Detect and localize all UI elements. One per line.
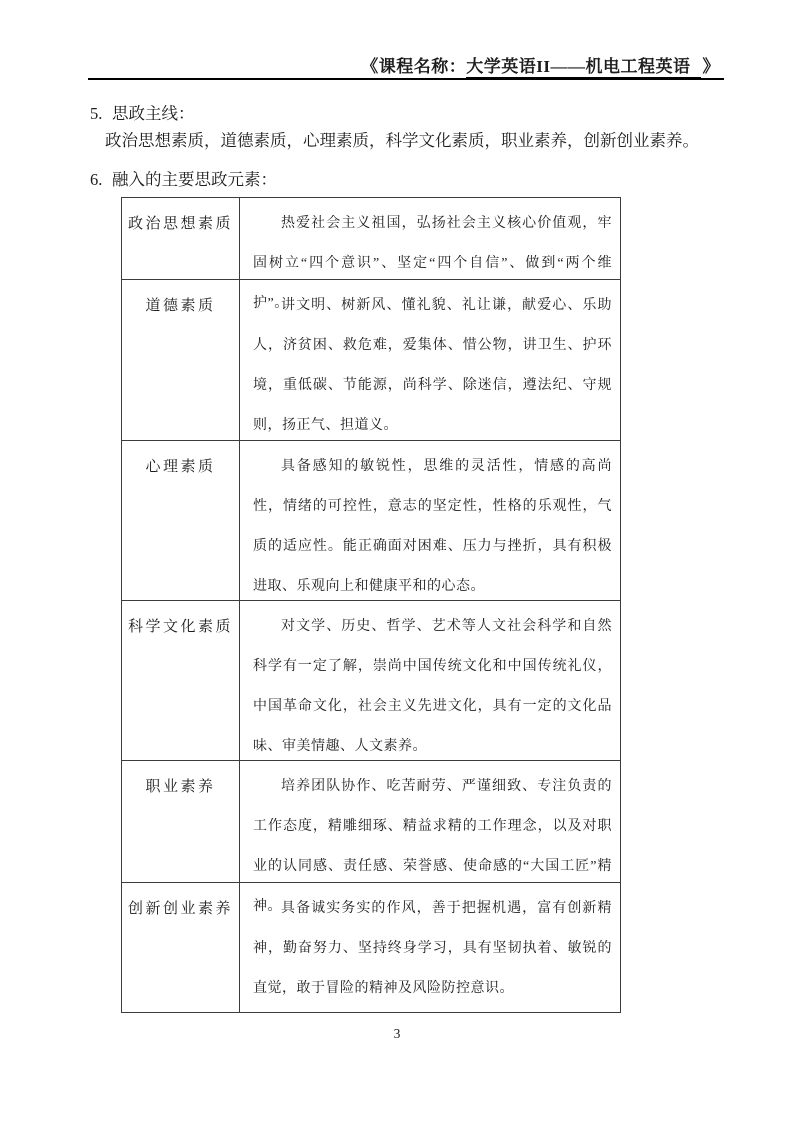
header-divider	[88, 78, 724, 80]
category-cell: 政治思想素质	[122, 198, 240, 279]
course-title-prefix: 《课程名称：	[361, 57, 467, 76]
category-cell: 科学文化素质	[122, 601, 240, 760]
description-cell: 具备诚实务实的作风，善于把握机遇，富有创新精神，勤奋努力、坚持终身学习，具有坚韧执着、敏锐的直觉，敢于冒险的精神及风险防控意识。	[253, 901, 612, 996]
description-cell: 培养团队协作、吃苦耐劳、严谨细致、专注负责的工作态度，精雕细琢、精益求精的工作理念，以及对职业的认同感、责任感、荣誉感、使命感的“大国工匠”精神。	[253, 779, 612, 914]
description-cell: 热爱社会主义祖国，弘扬社会主义核心价值观，牢固树立“四个意识”、坚定“四个自信”、做到“两个维护”。	[253, 216, 612, 311]
item-5-number: 5.	[90, 104, 103, 123]
table-row	[122, 883, 620, 1012]
description-cell: 讲文明、树新风、懂礼貌、礼让谦，献爱心、乐助人，济贫困、救危难，爱集体、惜公物，讲卫生、护环境，重低碳、节能源，尚科学、除迷信，遵法纪、守规则，扬正气、担道义。	[253, 298, 612, 433]
list-item-6-heading	[90, 166, 277, 193]
category-cell: 心理素质	[122, 441, 240, 600]
page-header-title	[361, 52, 720, 77]
list-item-5	[90, 100, 699, 154]
list-item-6	[90, 166, 277, 193]
page-number: 3	[393, 1026, 401, 1041]
description-cell: 对文学、历史、哲学、艺术等人文社会科学和自然科学有一定了解，崇尚中国传统文化和中国传统礼仪，中国革命文化，社会主义先进文化，具有一定的文化品味、审美情趣、人文素养。	[253, 619, 612, 754]
course-title-suffix: 》	[702, 57, 720, 76]
table-row	[122, 601, 620, 761]
category-cell: 道德素质	[122, 280, 240, 440]
category-cell: 职业素养	[122, 761, 240, 882]
item-5-body: 政治思想素质，道德素质，心理素质，科学文化素质，职业素养，创新创业素养。	[105, 131, 699, 150]
description-cell: 具备感知的敏锐性，思维的灵活性，情感的高尚性，情绪的可控性，意志的坚定性，性格的乐观性，气质的适应性。能正确面对困难、压力与挫折，具有积极进取、乐观向上和健康平和的心态。	[253, 459, 612, 594]
item-6-number: 6.	[90, 170, 103, 189]
item-6-label: 融入的主要思政元素：	[112, 170, 277, 189]
table-row	[122, 441, 620, 601]
course-name: 大学英语II——机电工程英语	[466, 57, 700, 79]
category-cell: 创新创业素养	[122, 883, 240, 1012]
table-row	[122, 280, 620, 441]
sizheng-elements-table	[121, 197, 621, 1013]
item-5-label: 思政主线：	[112, 104, 195, 123]
list-item-5-heading	[90, 100, 699, 127]
